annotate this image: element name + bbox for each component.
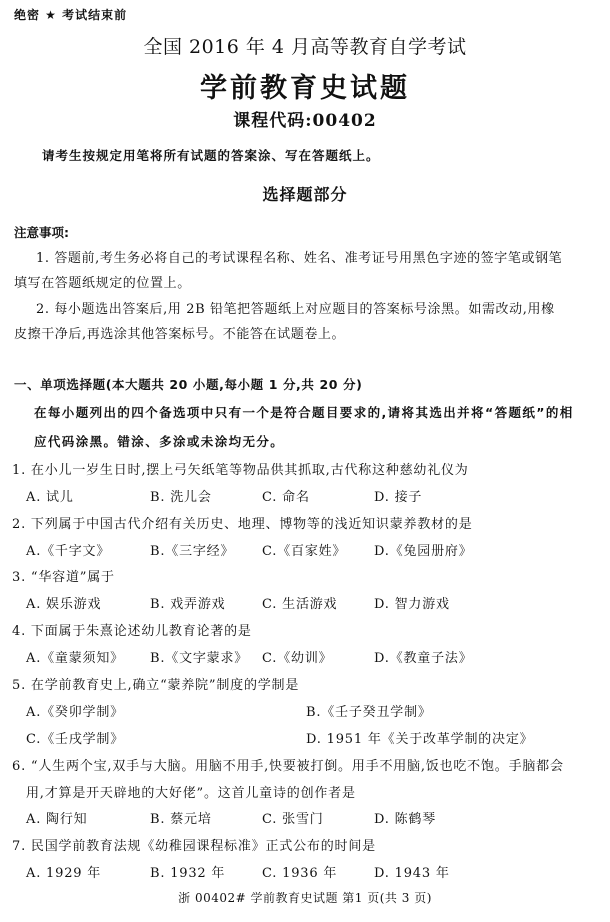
question-7-option-c: C. 1936 年 [262,866,338,881]
note-1-line-2: 填写在答题纸规定的位置上。 [14,276,191,291]
question-3-stem: 3. “华容道”属于 [12,570,115,585]
question-1-option-a: A. 试儿 [26,490,74,505]
general-instruction: 请考生按规定用笔将所有试题的答案涂、写在答题纸上。 [42,148,380,163]
question-5-option-b: B.《壬子癸丑学制》 [306,705,432,720]
question-5-option-c: C.《壬戌学制》 [26,732,125,747]
question-4-option-c: C.《幼训》 [262,651,333,666]
note-1-line-1: 1. 答题前,考生务必将自己的考试课程名称、姓名、准考证号用黑色字迹的签字笔或钢笔 [36,251,563,266]
question-3-option-b: B. 戏弄游戏 [150,597,226,612]
question-2-option-a: A.《千字文》 [26,544,111,559]
course-code: 课程代码:00402 [233,111,377,131]
question-3-option-d: D. 智力游戏 [374,597,450,612]
question-1-option-c: C. 命名 [262,490,310,505]
part-one-desc-line-1: 在每小题列出的四个备选项中只有一个是符合题目要求的,请将其选出并将“答题纸”的相 [34,405,574,420]
question-3-option-c: C. 生活游戏 [262,597,338,612]
note-2-line-1: 2. 每小题选出答案后,用 2B 铅笔把答题纸上对应题目的答案标号涂黑。如需改动,用橡 [36,302,555,317]
question-4-option-a: A.《童蒙须知》 [26,651,124,666]
question-6-option-c: C. 张雪门 [262,812,324,827]
question-6-stem-line-2: 用,才算是开天辟地的大好佬”。这首儿童诗的创作者是 [26,786,356,801]
question-5-option-a: A.《癸卯学制》 [26,705,124,720]
question-4-option-d: D.《教童子法》 [374,651,473,666]
question-2-option-c: C.《百家姓》 [262,544,347,559]
question-5-option-d: D. 1951 年《关于改革学制的决定》 [306,732,534,747]
note-2-line-2: 皮擦干净后,再选涂其他答案标号。不能答在试题卷上。 [14,327,346,342]
question-6-option-d: D. 陈鹤琴 [374,812,437,827]
question-1-option-d: D. 接子 [374,490,423,505]
question-4-stem: 4. 下面属于朱熹论述幼儿教育论著的是 [12,624,252,639]
question-1-stem: 1. 在小儿一岁生日时,摆上弓矢纸笔等物品供其抓取,古代称这种慈幼礼仪为 [12,463,469,478]
part-one-heading: 一、单项选择题(本大题共 20 小题,每小题 1 分,共 20 分) [14,377,363,392]
question-5-stem: 5. 在学前教育史上,确立“蒙养院”制度的学制是 [12,678,300,693]
part-one-desc-line-2: 应代码涂黑。错涂、多涂或未涂均无分。 [34,434,285,449]
question-7-option-b: B. 1932 年 [150,866,226,881]
question-6-option-a: A. 陶行知 [26,812,88,827]
subject-title: 学前教育史试题 [200,73,410,104]
question-7-stem: 7. 民国学前教育法规《幼稚园课程标准》正式公布的时间是 [12,839,376,854]
question-7-option-d: D. 1943 年 [374,866,450,881]
exam-title: 全国 2016 年 4 月高等教育自学考试 [143,36,467,58]
page-footer: 浙 00402# 学前教育史试题 第1 页(共 3 页) [178,891,432,905]
question-1-option-b: B. 洗儿会 [150,490,212,505]
question-2-stem: 2. 下列属于中国古代介绍有关历史、地理、博物等的浅近知识蒙养教材的是 [12,517,473,532]
question-4-option-b: B.《文字蒙求》 [150,651,249,666]
question-3-option-a: A. 娱乐游戏 [26,597,102,612]
question-7-option-a: A. 1929 年 [26,866,102,881]
question-2-option-b: B.《三字经》 [150,544,235,559]
confidential-label: 绝密 ★ 考试结束前 [14,8,128,22]
notes-heading: 注意事项: [14,225,69,240]
question-6-stem-line-1: 6. “人生两个宝,双手与大脑。用脑不用手,快要被打倒。用手不用脑,饭也吃不饱。手脑都会 [12,759,564,774]
question-6-option-b: B. 蔡元培 [150,812,212,827]
section-title: 选择题部分 [262,185,348,204]
question-2-option-d: D.《兔园册府》 [374,544,473,559]
